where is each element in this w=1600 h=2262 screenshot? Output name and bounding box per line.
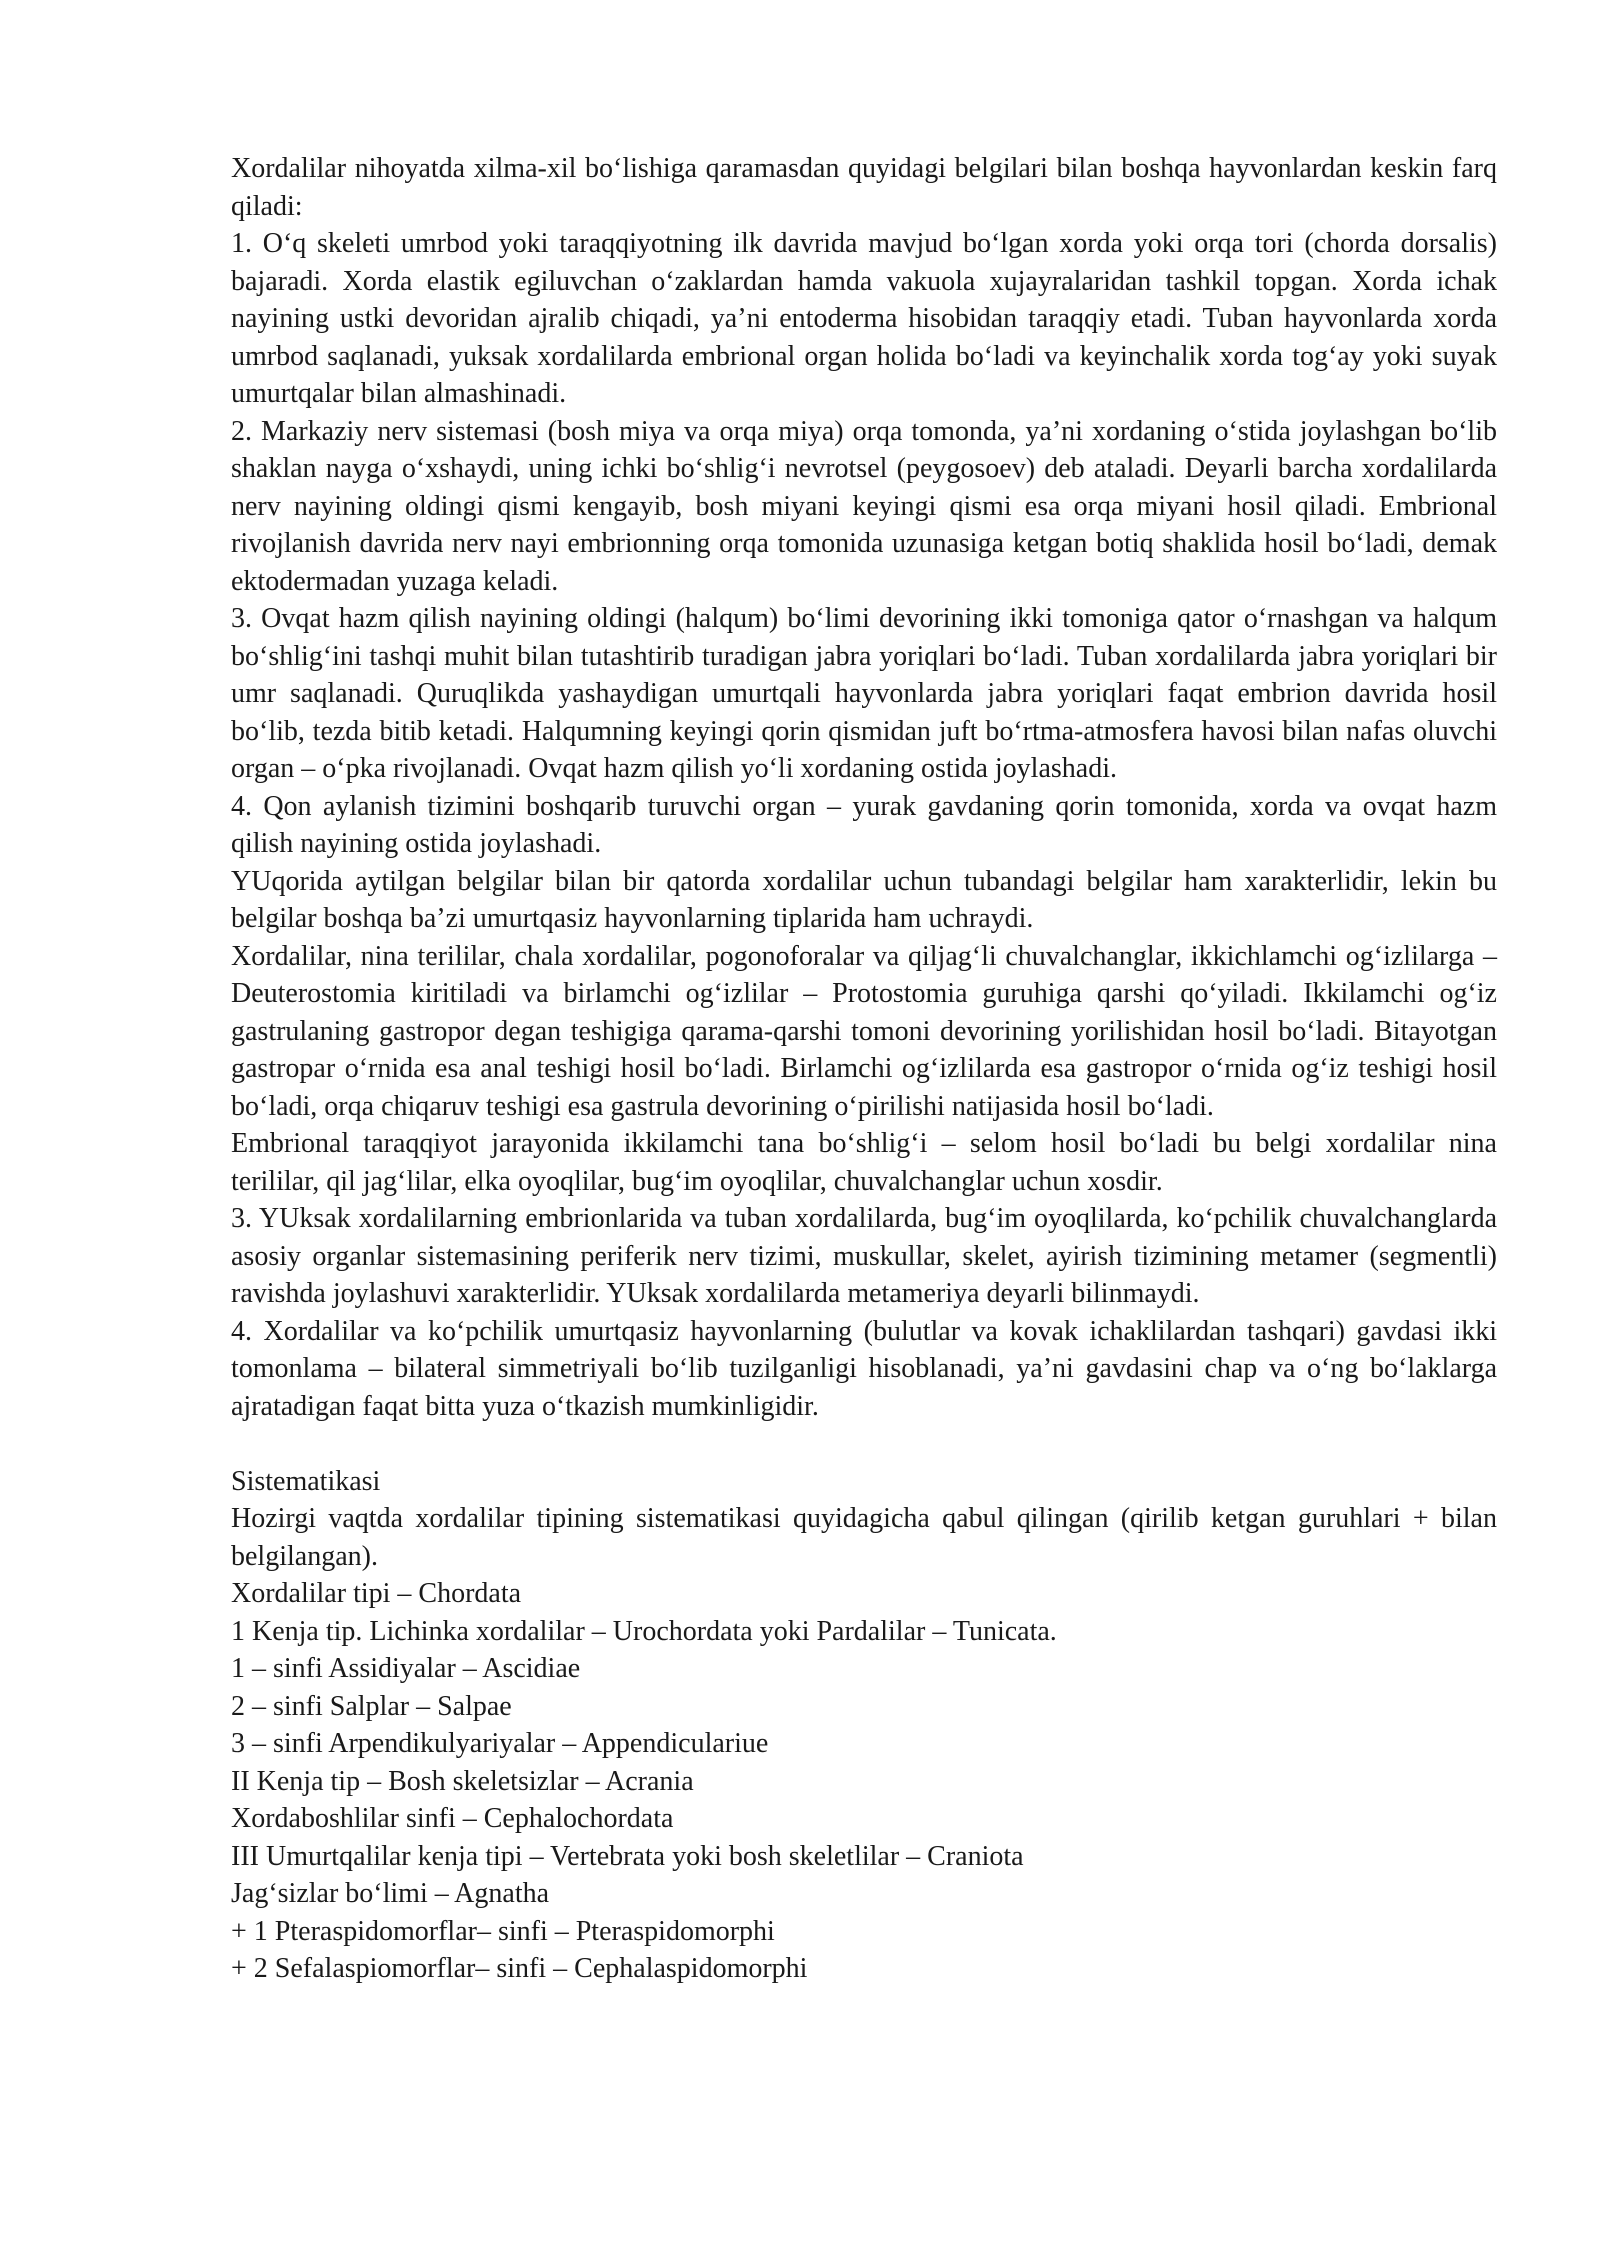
- taxonomy-line: Jag‘sizlar bo‘limi – Agnatha: [231, 1878, 550, 1909]
- taxonomy-line: II Kenja tip – Bosh skeletsizlar – Acrania: [231, 1765, 694, 1797]
- paragraph-item-1: 1. O‘q skeleti umrbod yoki taraqqiyotning ilk davrida mavjud bo‘lgan xorda yoki orqa tori (chorda dorsalis) bajaradi. Xorda elastik egiluvchan o‘zaklardan hamda vakuola xujayralaridan tashkil topgan. Xorda ichak nayining ustki devoridan ajralib chiqadi, ya’ni entoderma hisobidan taraqqiy etadi. Tuban hayvonlarda xorda umrbod saqlanadi, yuksak xordalilarda embrional organ holida bo‘ladi va keyinchalik xorda tog‘ay yoki suyak umurtqalar bilan almashinadi.: [231, 228, 1497, 409]
- taxonomy-line: Xordaboshlilar sinfi – Cephalochordata: [231, 1803, 674, 1834]
- section-intro: Hozirgi vaqtda xordalilar tipining sistematikasi quyidagicha qabul qilingan (qirilib ketgan guruhlari + bilan belgilangan).: [231, 1503, 1497, 1572]
- paragraph-deuterostomia: Xordalilar, nina terililar, chala xordalilar, pogonoforalar va qiljag‘li chuvalchanglar, ikkichlamchi og‘izlilarga – Deuterostomia kiritiladi va birlamchi og‘izlilar – Protostomia guruhiga qarshi qo‘yiladi. Ikkilamchi og‘iz gastrulaning gastropor degan teshigiga qarama-qarshi tomoni devorining yorilishidan hosil bo‘ladi. Bitayotgan gastropar o‘rnida esa anal teshigi hosil bo‘ladi. Birlamchi og‘izlilarda esa gastropor o‘rnida og‘iz teshigi hosil bo‘ladi, orqa chiqaruv teshigi esa gastrula devorining o‘pirilishi natijasida hosil bo‘ladi.: [231, 940, 1497, 1122]
- taxonomy-line: Xordalilar tipi – Chordata: [231, 1578, 522, 1609]
- taxonomy-line: 1 Kenja tip. Lichinka xordalilar – Urochordata yoki Pardalilar – Tunicata.: [231, 1615, 1057, 1647]
- taxonomy-line: + 1 Pteraspidomorflar– sinfi – Pteraspidomorphi: [231, 1915, 775, 1947]
- taxonomy-line: 3 – sinfi Arpendikulyariyalar – Appendiculariue: [231, 1728, 769, 1759]
- taxonomy-list: [231, 1575, 1497, 1988]
- document-page: [231, 150, 1497, 1988]
- section-spacer: [231, 1425, 1497, 1463]
- taxonomy-line: 2 – sinfi Salplar – Salpae: [231, 1690, 512, 1722]
- paragraph-item-4: 4. Qon aylanish tizimini boshqarib turuvchi organ – yurak gavdaning qorin tomonida, xorda va ovqat hazm qilish nayining ostida joylashadi.: [231, 790, 1497, 859]
- paragraph-coelom: Embrional taraqqiyot jarayonida ikkilamchi tana bo‘shlig‘i – selom hosil bo‘ladi bu belgi xordalilar nina terililar, qil jag‘lilar, elka oyoqlilar, bug‘im oyoqlilar, chuvalchanglar uchun xosdir.: [231, 1128, 1497, 1197]
- paragraph-item-2: 2. Markaziy nerv sistemasi (bosh miya va orqa miya) orqa tomonda, ya’ni xordaning o‘stida joylashgan bo‘lib shaklan nayga o‘xshaydi, uning ichki bo‘shlig‘i nevrotsel (peygosoev) deb ataladi. Deyarli barcha xordalilarda nerv nayining oldingi qismi kengayib, bosh miyani keyingi qismi esa orqa miyani hosil qiladi. Embrional rivojlanish davrida nerv nayi embrionning orqa tomonida uzunasiga ketgan botiq shaklida hosil bo‘ladi, demak ektodermadan yuzaga keladi.: [231, 415, 1497, 597]
- taxonomy-line: 1 – sinfi Assidiyalar – Ascidiae: [231, 1653, 581, 1684]
- paragraph-additional-features: YUqorida aytilgan belgilar bilan bir qatorda xordalilar uchun tubandagi belgilar ham xarakterlidir, lekin bu belgilar boshqa ba’zi umurtqasiz hayvonlarning tiplarida ham uchraydi.: [231, 865, 1497, 934]
- paragraph-symmetry: 4. Xordalilar va ko‘pchilik umurtqasiz hayvonlarning (bulutlar va kovak ichaklilardan tashqari) gavdasi ikki tomonlama – bilateral simmetriyali bo‘lib tuzilganligi hisoblanadi, ya’ni gavdasini chap va o‘ng bo‘laklarga ajratadigan faqat bitta yuza o‘tkazish mumkinligidir.: [231, 1315, 1497, 1422]
- taxonomy-line: + 2 Sefalaspiomorflar– sinfi – Cephalaspidomorphi: [231, 1953, 808, 1984]
- taxonomy-line: III Umurtqalilar kenja tipi – Vertebrata yoki bosh skeletlilar – Craniota: [231, 1840, 1024, 1872]
- section-heading: Sistematikasi: [231, 1465, 381, 1497]
- paragraph-metameria: 3. YUksak xordalilarning embrionlarida va tuban xordalilarda, bug‘im oyoqlilarda, ko‘pchilik chuvalchanglarda asosiy organlar sistemasining periferik nerv tizimi, muskullar, skelet, ayirish tizimining metamer (segmentli) ravishda joylashuvi xarakterlidir. YUksak xordalilarda metameriya deyarli bilinmaydi.: [231, 1203, 1497, 1309]
- paragraph-intro: Xordalilar nihoyatda xilma-xil bo‘lishiga qaramasdan quyidagi belgilari bilan boshqa hayvonlardan keskin farq qiladi:: [231, 153, 1497, 222]
- paragraph-item-3: 3. Ovqat hazm qilish nayining oldingi (halqum) bo‘limi devorining ikki tomoniga qator o‘rnashgan va halqum bo‘shlig‘ini tashqi muhit bilan tutashtirib turadigan jabra yoriqlari bo‘ladi. Tuban xordalilarda jabra yoriqlari bir umr saqlanadi. Quruqlikda yashaydigan umurtqali hayvonlarda jabra yoriqlari faqat embrion davrida hosil bo‘lib, tezda bitib ketadi. Halqumning keyingi qorin qismidan juft bo‘rtma-atmosfera havosi bilan nafas oluvchi organ – o‘pka rivojlanadi. Ovqat hazm qilish yo‘li xordaning ostida joylashadi.: [231, 603, 1497, 784]
